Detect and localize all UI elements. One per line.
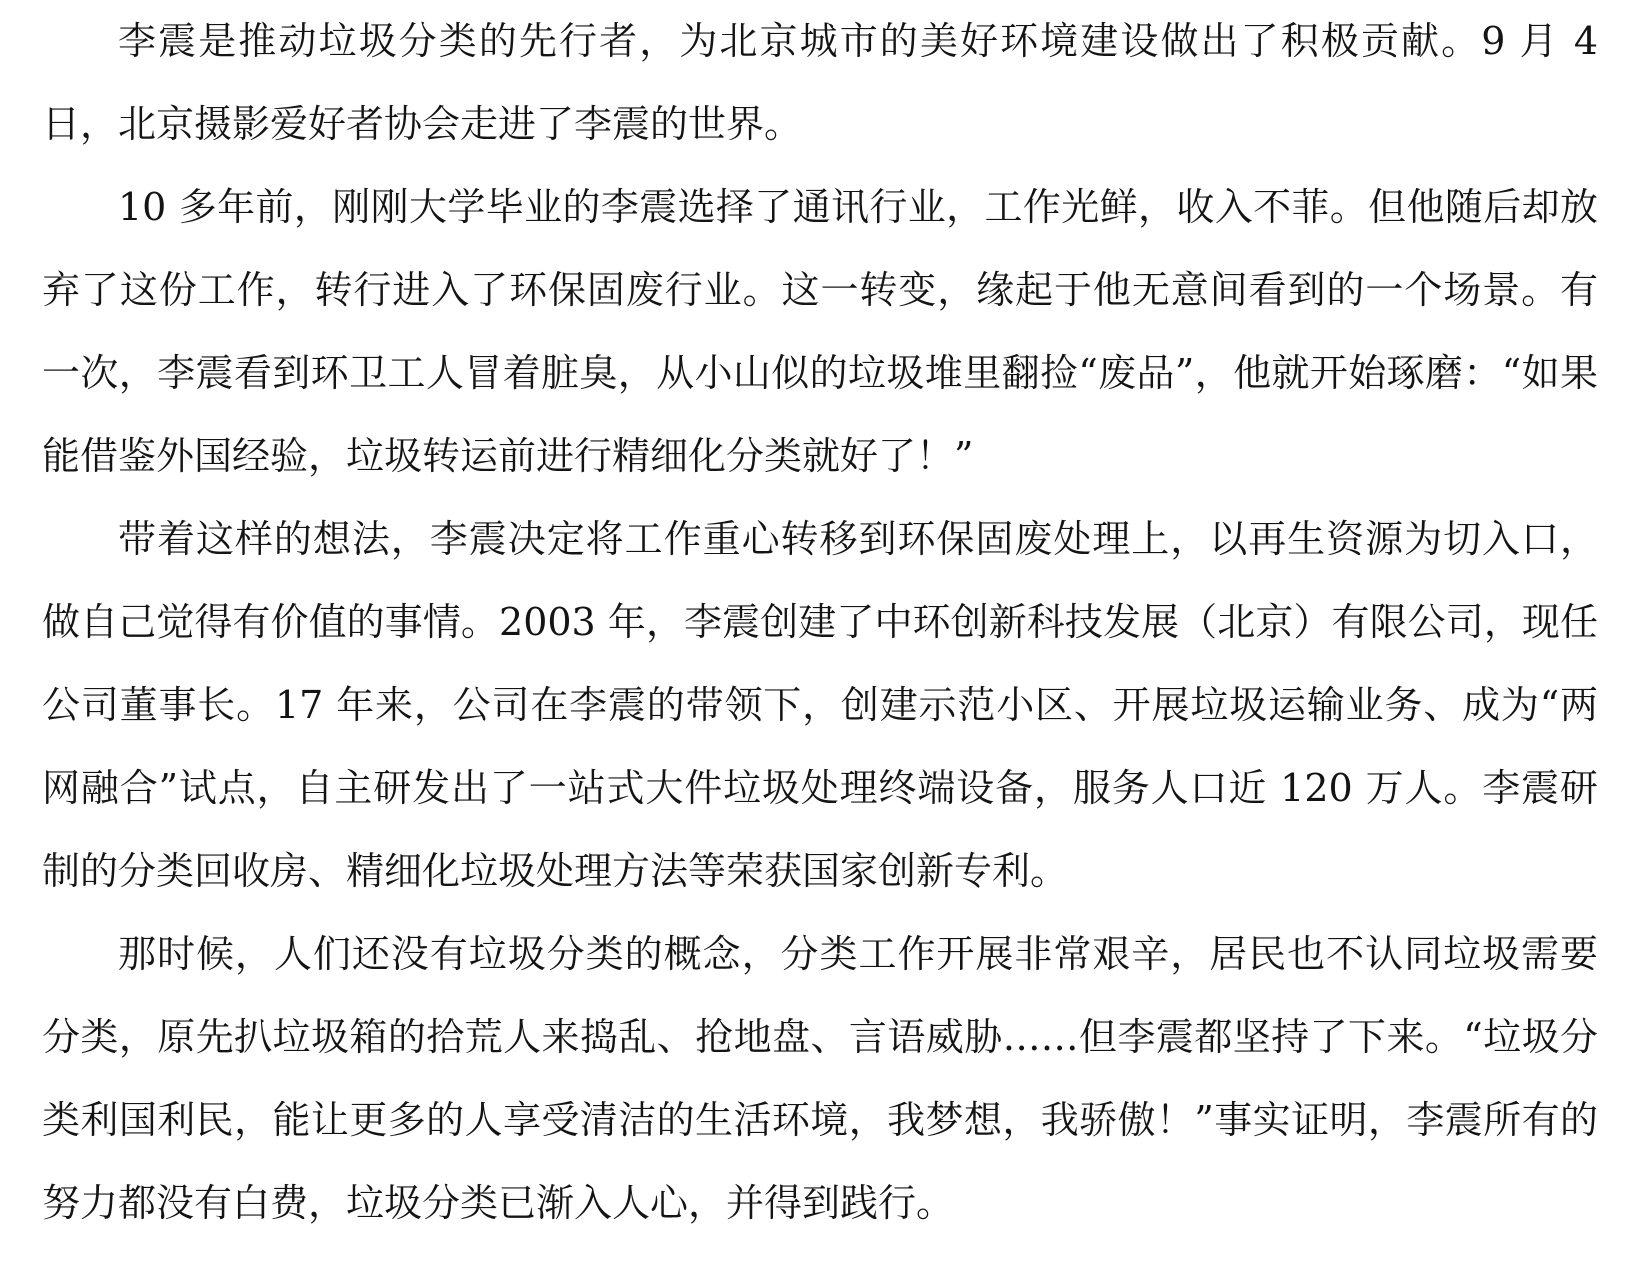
article-body bbox=[42, 0, 1598, 1245]
paragraph: 10 多年前，刚刚大学毕业的李震选择了通讯行业，工作光鲜，收入不菲。但他随后却放弃了这份工作，转行进入了环保固废行业。这一转变，缘起于他无意间看到的一个场景。有一次，李震看到环卫工人冒着脏臭，从小山似的垃圾堆里翻捡“废品”，他就开始琢磨：“如果能借鉴外国经验，垃圾转运前进行精细化分类就好了！” bbox=[42, 185, 1598, 478]
paragraph: 那时候，人们还没有垃圾分类的概念，分类工作开展非常艰辛，居民也不认同垃圾需要分类，原先扒垃圾箱的拾荒人来捣乱、抢地盘、言语威胁……但李震都坚持了下来。“垃圾分类利国利民，能让更多的人享受清洁的生活环境，我梦想，我骄傲！”事实证明，李震所有的努力都没有白费，垃圾分类已渐入人心，并得到践行。 bbox=[42, 932, 1598, 1225]
paragraph: 李震是推动垃圾分类的先行者，为北京城市的美好环境建设做出了积极贡献。9 月 4 日，北京摄影爱好者协会走进了李震的世界。 bbox=[42, 19, 1598, 146]
paragraph: 带着这样的想法，李震决定将工作重心转移到环保固废处理上，以再生资源为切入口，做自己觉得有价值的事情。2003 年，李震创建了中环创新科技发展（北京）有限公司，现任公司董事长。17 年来，公司在李震的带领下，创建示范小区、开展垃圾运输业务、成为“两网融合”试点，自主研发出了一站式大件垃圾处理终端设备，服务人口近 120 万人。李震研制的分类回收房、精细化垃圾处理方法等荣获国家创新专利。 bbox=[42, 517, 1598, 893]
